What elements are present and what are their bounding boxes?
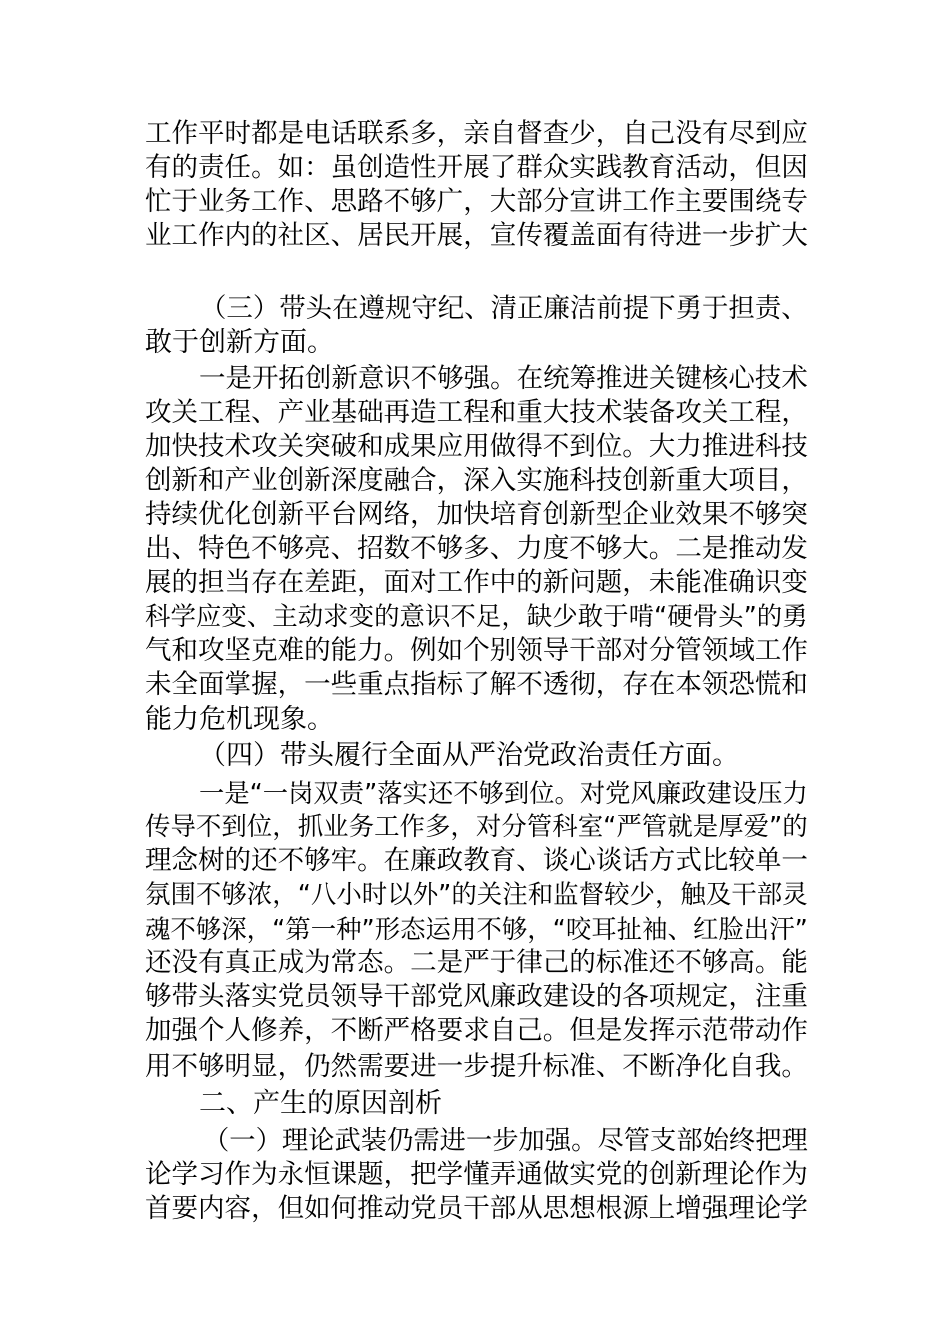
- text-line: 加快技术攻关突破和成果应用做得不到位。大力推进科技: [145, 431, 808, 462]
- text-line: 有的责任。如：虽创造性开展了群众实践教育活动，但因: [145, 152, 808, 183]
- text-line: 用不够明显，仍然需要进一步提升标准、不断净化自我。: [145, 1051, 808, 1082]
- text-line: 论学习作为永恒课题，把学懂弄通做实党的创新理论作为: [145, 1159, 808, 1190]
- text-line: 氛围不够浓，“八小时以外”的关注和监督较少，触及干部灵: [145, 880, 808, 910]
- section-heading: （三）带头在遵规守纪、清正廉洁前提下勇于担责、: [200, 293, 808, 324]
- text-line: 加强个人修养，不断严格要求自己。但是发挥示范带动作: [145, 1015, 808, 1046]
- text-line: 工作平时都是电话联系多，亲自督查少，自己没有尽到应: [145, 118, 808, 149]
- text-line: 业工作内的社区、居民开展，宣传覆盖面有待进一步扩大: [145, 220, 808, 251]
- text-line: 传导不到位，抓业务工作多，对分管科室“严管就是厚爱”的: [145, 812, 808, 842]
- text-line: （一）理论武装仍需进一步加强。尽管支部始终把理: [203, 1126, 808, 1156]
- section-heading: （四）带头履行全面从严治党政治责任方面。: [199, 740, 739, 771]
- text-line: 够带头落实党员领导干部党风廉政建设的各项规定，注重: [145, 981, 808, 1012]
- text-line: 一是“一岗双责”落实还不够到位。对党风廉政建设压力: [199, 778, 808, 808]
- text-line: 忙于业务工作、思路不够广，大部分宣讲工作主要围绕专: [145, 186, 808, 217]
- text-line: 理念树的还不够牢。在廉政教育、谈心谈话方式比较单一: [145, 845, 808, 876]
- text-line: 未全面掌握，一些重点指标了解不透彻，存在本领恐慌和: [145, 669, 808, 700]
- text-line: 攻关工程、产业基础再造工程和重大技术装备攻关工程，: [145, 397, 808, 428]
- text-line: 展的担当存在差距，面对工作中的新问题，未能准确识变: [145, 567, 808, 598]
- text-line: 首要内容，但如何推动党员干部从思想根源上增强理论学: [145, 1193, 808, 1224]
- text-line: 魂不够深，“第一种”形态运用不够，“咬耳扯袖、红脸出汗”: [145, 914, 808, 944]
- text-line: 科学应变、主动求变的意识不足，缺少敢于啃“硬骨头”的勇: [145, 602, 808, 632]
- section-heading: 二、产生的原因剖析: [199, 1088, 442, 1119]
- text-line: 还没有真正成为常态。二是严于律己的标准还不够高。能: [145, 947, 808, 978]
- text-line: 能力危机现象。: [145, 704, 334, 735]
- text-line: 一是开拓创新意识不够强。在统筹推进关键核心技术: [199, 363, 808, 394]
- section-heading-continued: 敢于创新方面。: [145, 327, 334, 358]
- text-line: 出、特色不够亮、招数不够多、力度不够大。二是推动发: [145, 533, 808, 564]
- text-line: 气和攻坚克难的能力。例如个别领导干部对分管领域工作: [145, 635, 808, 666]
- text-line: 创新和产业创新深度融合，深入实施科技创新重大项目，: [145, 465, 808, 496]
- text-line: 持续优化创新平台网络，加快培育创新型企业效果不够突: [145, 499, 808, 530]
